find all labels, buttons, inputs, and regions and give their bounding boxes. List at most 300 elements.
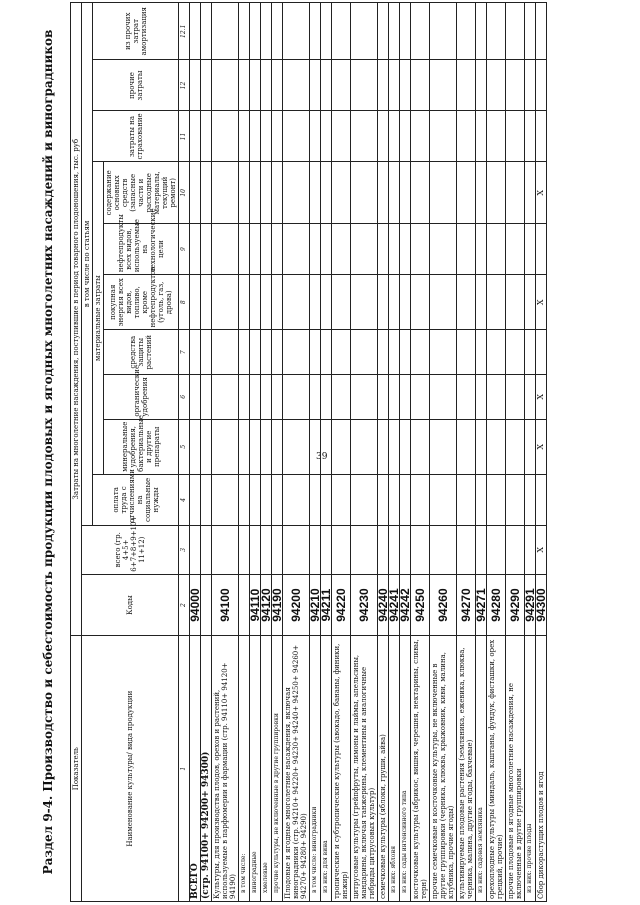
value-cell bbox=[190, 3, 201, 61]
value-cell bbox=[190, 162, 201, 224]
table-row bbox=[250, 3, 261, 902]
table-row bbox=[430, 3, 457, 902]
value-cell bbox=[201, 330, 212, 375]
value-cell bbox=[261, 111, 272, 162]
value-cell bbox=[321, 330, 332, 375]
value-cell bbox=[536, 111, 547, 162]
value-cell bbox=[525, 3, 536, 61]
row-code: 94280 bbox=[487, 574, 506, 636]
row-code: 94270 bbox=[457, 574, 476, 636]
x-mark-cell: Х bbox=[536, 375, 547, 420]
value-cell bbox=[351, 375, 378, 420]
value-cell bbox=[400, 275, 411, 330]
fert-org-header: органические удобрения bbox=[104, 375, 179, 420]
costs-table bbox=[70, 2, 547, 902]
value-cell bbox=[487, 224, 506, 275]
value-cell bbox=[272, 474, 283, 525]
table-row bbox=[310, 3, 321, 902]
table-row bbox=[400, 3, 411, 902]
value-cell bbox=[430, 474, 457, 525]
value-cell bbox=[190, 419, 201, 474]
value-cell bbox=[476, 3, 487, 61]
table-body bbox=[190, 3, 547, 902]
value-cell bbox=[351, 275, 378, 330]
table-row bbox=[506, 3, 525, 902]
value-cell bbox=[310, 419, 321, 474]
table-row bbox=[283, 3, 310, 902]
value-cell bbox=[272, 330, 283, 375]
table-row bbox=[261, 3, 272, 902]
value-cell bbox=[487, 525, 506, 574]
value-cell bbox=[378, 525, 389, 574]
column-number: 5 bbox=[179, 419, 190, 474]
value-cell bbox=[506, 330, 525, 375]
value-cell bbox=[212, 275, 239, 330]
row-name: орехоплодные культуры (миндаль, каштаны, фундук, фисташки, орех грецкий, прочие) bbox=[487, 636, 506, 902]
value-cell bbox=[261, 162, 272, 224]
value-cell bbox=[487, 330, 506, 375]
rotated-page-content bbox=[40, 2, 600, 902]
value-cell bbox=[476, 162, 487, 224]
value-cell bbox=[201, 224, 212, 275]
value-cell bbox=[506, 474, 525, 525]
value-cell bbox=[212, 330, 239, 375]
value-cell bbox=[332, 111, 351, 162]
row-code: 94242 bbox=[400, 574, 411, 636]
row-name: Культуры, для производства плодов, орехов и растений, используемые в парфюмерии и фармации (стр. 94110+ 94120+ 94190) bbox=[212, 636, 239, 902]
value-cell bbox=[351, 525, 378, 574]
value-cell bbox=[332, 3, 351, 61]
value-cell bbox=[400, 3, 411, 61]
value-cell bbox=[506, 3, 525, 61]
column-number: 11 bbox=[179, 111, 190, 162]
row-name: культивируемые плодовые растения (земляника, ежевика, клюква, черника, малина, другие ягоды, бахчевые) bbox=[457, 636, 476, 902]
value-cell bbox=[389, 474, 400, 525]
value-cell bbox=[476, 419, 487, 474]
value-cell bbox=[250, 419, 261, 474]
row-name: из них: для вина bbox=[321, 636, 332, 902]
table-row bbox=[378, 3, 389, 902]
value-cell bbox=[378, 474, 389, 525]
value-cell bbox=[310, 474, 321, 525]
value-cell bbox=[400, 375, 411, 420]
value-cell bbox=[190, 111, 201, 162]
row-code: 94120 bbox=[261, 574, 272, 636]
value-cell bbox=[261, 474, 272, 525]
value-cell bbox=[487, 60, 506, 111]
value-cell bbox=[400, 419, 411, 474]
column-number: 6 bbox=[179, 375, 190, 420]
value-cell bbox=[321, 111, 332, 162]
table-row bbox=[487, 3, 506, 902]
row-code: 94291 bbox=[525, 574, 536, 636]
value-cell bbox=[190, 275, 201, 330]
value-cell bbox=[283, 419, 310, 474]
value-cell bbox=[525, 111, 536, 162]
value-cell bbox=[310, 162, 321, 224]
value-cell bbox=[457, 375, 476, 420]
value-cell bbox=[239, 419, 250, 474]
column-numbers-row bbox=[179, 3, 190, 902]
value-cell bbox=[476, 275, 487, 330]
table-row bbox=[212, 3, 239, 902]
row-name: прочие культуры, не включенные в другие группировки bbox=[272, 636, 283, 902]
value-cell bbox=[351, 474, 378, 525]
row-name: прочие семечковые и косточковые культуры, не включенные в другие группировки (черника, клюква, крыжовник, киви, малина, клубника, прочие ягоды) bbox=[430, 636, 457, 902]
value-cell bbox=[239, 525, 250, 574]
column-number: 7 bbox=[179, 330, 190, 375]
value-cell bbox=[457, 419, 476, 474]
value-cell bbox=[400, 330, 411, 375]
value-cell bbox=[201, 111, 212, 162]
value-cell bbox=[321, 162, 332, 224]
value-cell bbox=[506, 60, 525, 111]
total-header: всего (гр. 4+5+ 6+7+8+9+10+ 11+12) bbox=[82, 525, 179, 574]
value-cell bbox=[310, 275, 321, 330]
value-cell bbox=[250, 474, 261, 525]
value-cell bbox=[430, 3, 457, 61]
row-code: 94250 bbox=[411, 574, 430, 636]
value-cell bbox=[487, 375, 506, 420]
value-cell bbox=[389, 111, 400, 162]
value-cell bbox=[239, 275, 250, 330]
table-row bbox=[525, 3, 536, 902]
oil-header: нефтепродукты всех видов, используемые на технологические цели bbox=[104, 224, 179, 275]
value-cell bbox=[272, 375, 283, 420]
value-cell bbox=[321, 375, 332, 420]
table-row bbox=[457, 3, 476, 902]
row-code: 94241 bbox=[389, 574, 400, 636]
value-cell bbox=[212, 60, 239, 111]
value-cell bbox=[250, 330, 261, 375]
value-cell bbox=[476, 474, 487, 525]
table-row bbox=[190, 3, 201, 902]
value-cell bbox=[411, 275, 430, 330]
value-cell bbox=[536, 474, 547, 525]
value-cell bbox=[310, 525, 321, 574]
row-name: Плодовые и ягодные многолетние насаждения, включая виноградники (стр. 94210+ 94220+ 94230+ 94240+ 94250+ 94260+ 94270+ 94280+ 94290) bbox=[283, 636, 310, 902]
value-cell bbox=[272, 60, 283, 111]
value-cell bbox=[250, 3, 261, 61]
value-cell bbox=[411, 111, 430, 162]
row-name: из них: сады интенсивного типа bbox=[400, 636, 411, 902]
value-cell bbox=[190, 60, 201, 111]
value-cell bbox=[487, 474, 506, 525]
value-cell bbox=[250, 375, 261, 420]
row-code: 94000 bbox=[190, 574, 201, 636]
value-cell bbox=[239, 3, 250, 61]
fert-min-header: минеральные удобрения, бактериальные и другие препараты bbox=[104, 419, 179, 474]
value-cell bbox=[212, 224, 239, 275]
value-cell bbox=[321, 3, 332, 61]
value-cell bbox=[411, 419, 430, 474]
value-cell bbox=[212, 375, 239, 420]
value-cell bbox=[272, 525, 283, 574]
value-cell bbox=[190, 224, 201, 275]
value-cell bbox=[430, 224, 457, 275]
value-cell bbox=[250, 111, 261, 162]
value-cell bbox=[525, 375, 536, 420]
value-cell bbox=[190, 330, 201, 375]
page-number: 39 bbox=[316, 452, 328, 462]
value-cell bbox=[411, 525, 430, 574]
value-cell bbox=[283, 162, 310, 224]
value-cell bbox=[283, 375, 310, 420]
value-cell bbox=[283, 3, 310, 61]
value-cell bbox=[351, 419, 378, 474]
row-name: из них: прочие плоды bbox=[525, 636, 536, 902]
value-cell bbox=[272, 275, 283, 330]
value-cell bbox=[506, 275, 525, 330]
row-code bbox=[201, 574, 212, 636]
value-cell bbox=[201, 3, 212, 61]
value-cell bbox=[457, 525, 476, 574]
value-cell bbox=[400, 525, 411, 574]
value-cell bbox=[378, 375, 389, 420]
value-cell bbox=[283, 474, 310, 525]
row-code: 94110 bbox=[250, 574, 261, 636]
table-row bbox=[389, 3, 400, 902]
value-cell bbox=[378, 330, 389, 375]
fuel-header: покупная энергия всех видов, топливо, кроме нефтепродуктов (уголь, газ, дрова) bbox=[104, 275, 179, 330]
value-cell bbox=[310, 3, 321, 61]
value-cell bbox=[506, 419, 525, 474]
value-cell bbox=[310, 375, 321, 420]
table-row bbox=[411, 3, 430, 902]
table-row bbox=[351, 3, 378, 902]
value-cell bbox=[239, 224, 250, 275]
value-cell bbox=[321, 224, 332, 275]
row-name: хмелевые bbox=[261, 636, 272, 902]
row-name: (стр. 94100+ 94200+ 94300) bbox=[201, 636, 212, 902]
value-cell bbox=[212, 525, 239, 574]
code-header: Коды bbox=[82, 574, 179, 636]
value-cell bbox=[525, 60, 536, 111]
value-cell bbox=[430, 375, 457, 420]
value-cell bbox=[536, 224, 547, 275]
value-cell bbox=[411, 375, 430, 420]
value-cell bbox=[389, 3, 400, 61]
value-cell bbox=[332, 275, 351, 330]
value-cell bbox=[321, 525, 332, 574]
table-row bbox=[332, 3, 351, 902]
value-cell bbox=[310, 111, 321, 162]
value-cell bbox=[389, 60, 400, 111]
costs-group-header: Затраты на многолетние насаждения, поступившие в период товарного плодоношения, тыс. руб bbox=[71, 3, 82, 636]
value-cell bbox=[351, 330, 378, 375]
value-cell bbox=[272, 3, 283, 61]
value-cell bbox=[536, 330, 547, 375]
value-cell bbox=[378, 3, 389, 61]
value-cell bbox=[476, 60, 487, 111]
row-code: 94300 bbox=[536, 574, 547, 636]
plant-prot-header: средства защиты растений bbox=[104, 330, 179, 375]
value-cell bbox=[389, 275, 400, 330]
value-cell bbox=[506, 224, 525, 275]
value-cell bbox=[476, 525, 487, 574]
row-code: 94220 bbox=[332, 574, 351, 636]
value-cell bbox=[525, 224, 536, 275]
value-cell bbox=[506, 162, 525, 224]
value-cell bbox=[212, 474, 239, 525]
table-row bbox=[536, 3, 547, 902]
value-cell bbox=[201, 162, 212, 224]
value-cell bbox=[430, 525, 457, 574]
value-cell bbox=[457, 224, 476, 275]
value-cell bbox=[261, 224, 272, 275]
value-cell bbox=[250, 275, 261, 330]
value-cell bbox=[201, 525, 212, 574]
value-cell bbox=[525, 474, 536, 525]
value-cell bbox=[400, 60, 411, 111]
value-cell bbox=[476, 111, 487, 162]
row-name: тропические и субтропические культуры (авокадо, бананы, финики, инжир) bbox=[332, 636, 351, 902]
value-cell bbox=[525, 525, 536, 574]
other-header: прочие затраты bbox=[93, 60, 179, 111]
value-cell bbox=[476, 330, 487, 375]
value-cell bbox=[506, 375, 525, 420]
row-name: из них: яблоня bbox=[389, 636, 400, 902]
value-cell bbox=[272, 162, 283, 224]
value-cell bbox=[351, 60, 378, 111]
value-cell bbox=[310, 60, 321, 111]
value-cell bbox=[411, 162, 430, 224]
value-cell bbox=[250, 224, 261, 275]
value-cell bbox=[332, 375, 351, 420]
value-cell bbox=[250, 525, 261, 574]
value-cell bbox=[525, 162, 536, 224]
value-cell bbox=[261, 375, 272, 420]
value-cell bbox=[272, 419, 283, 474]
value-cell bbox=[430, 330, 457, 375]
row-name: в том числе: bbox=[239, 636, 250, 902]
value-cell bbox=[332, 474, 351, 525]
value-cell bbox=[457, 60, 476, 111]
value-cell bbox=[321, 60, 332, 111]
value-cell bbox=[457, 330, 476, 375]
other-incl-header: из прочих затрат амортизация bbox=[93, 3, 179, 61]
materials-header: материальные затраты bbox=[93, 162, 104, 474]
value-cell bbox=[201, 375, 212, 420]
value-cell bbox=[261, 525, 272, 574]
value-cell bbox=[389, 525, 400, 574]
row-code: 94210 bbox=[310, 574, 321, 636]
row-code: 94211 bbox=[321, 574, 332, 636]
value-cell bbox=[476, 224, 487, 275]
column-number: 1 bbox=[179, 636, 190, 902]
value-cell bbox=[212, 111, 239, 162]
value-cell bbox=[430, 60, 457, 111]
table-row bbox=[201, 3, 212, 902]
column-number: 3 bbox=[179, 525, 190, 574]
value-cell bbox=[351, 224, 378, 275]
value-cell bbox=[457, 474, 476, 525]
row-code: 94100 bbox=[212, 574, 239, 636]
column-number: 4 bbox=[179, 474, 190, 525]
value-cell bbox=[400, 474, 411, 525]
row-code: 94230 bbox=[351, 574, 378, 636]
row-name: Сбор дикорастущих плодов и ягод bbox=[536, 636, 547, 902]
value-cell bbox=[400, 111, 411, 162]
value-cell bbox=[378, 419, 389, 474]
value-cell bbox=[487, 3, 506, 61]
row-code: 94240 bbox=[378, 574, 389, 636]
value-cell bbox=[430, 111, 457, 162]
value-cell bbox=[525, 330, 536, 375]
value-cell bbox=[212, 3, 239, 61]
name-header: Наименование культуры/ вида продукции bbox=[82, 636, 179, 902]
value-cell bbox=[506, 525, 525, 574]
value-cell bbox=[411, 3, 430, 61]
labor-header: оплата труда с отчислениями на социальные нужды bbox=[93, 474, 179, 525]
value-cell bbox=[321, 275, 332, 330]
value-cell bbox=[321, 419, 332, 474]
value-cell bbox=[310, 224, 321, 275]
value-cell bbox=[378, 275, 389, 330]
row-name: ВСЕГО bbox=[190, 636, 201, 902]
table-row bbox=[272, 3, 283, 902]
x-mark-cell: Х bbox=[536, 419, 547, 474]
column-number: 8 bbox=[179, 275, 190, 330]
value-cell bbox=[389, 224, 400, 275]
row-name: прочие плодовые и ягодные многолетние насаждения, не включенные в другие группировки bbox=[506, 636, 525, 902]
value-cell bbox=[525, 275, 536, 330]
value-cell bbox=[272, 111, 283, 162]
row-name: семечковые культуры (яблоки, груши, айва) bbox=[378, 636, 389, 902]
value-cell bbox=[283, 224, 310, 275]
value-cell bbox=[201, 60, 212, 111]
column-number: 12.1 bbox=[179, 3, 190, 61]
value-cell bbox=[239, 330, 250, 375]
value-cell bbox=[283, 330, 310, 375]
row-code: 94260 bbox=[430, 574, 457, 636]
value-cell bbox=[201, 474, 212, 525]
value-cell bbox=[389, 330, 400, 375]
value-cell bbox=[400, 162, 411, 224]
value-cell bbox=[212, 419, 239, 474]
section-title: Раздел 9-4. Производство и себестоимость продукции плодовых и ягодных многолетних насаждений и виноградников bbox=[41, 29, 55, 875]
value-cell bbox=[487, 111, 506, 162]
value-cell bbox=[400, 224, 411, 275]
value-cell bbox=[261, 419, 272, 474]
value-cell bbox=[250, 60, 261, 111]
value-cell bbox=[378, 162, 389, 224]
value-cell bbox=[321, 474, 332, 525]
column-number: 12 bbox=[179, 60, 190, 111]
value-cell bbox=[239, 162, 250, 224]
row-name: косточковые культуры (абрикос, вишня, черешня, нектарины, сливы, терн) bbox=[411, 636, 430, 902]
value-cell bbox=[389, 375, 400, 420]
value-cell bbox=[239, 60, 250, 111]
value-cell bbox=[476, 375, 487, 420]
value-cell bbox=[389, 162, 400, 224]
value-cell bbox=[411, 60, 430, 111]
value-cell bbox=[536, 3, 547, 61]
value-cell bbox=[332, 525, 351, 574]
value-cell bbox=[351, 3, 378, 61]
value-cell bbox=[212, 162, 239, 224]
x-mark-cell: Х bbox=[536, 525, 547, 574]
value-cell bbox=[411, 330, 430, 375]
value-cell bbox=[430, 419, 457, 474]
value-cell bbox=[201, 275, 212, 330]
row-code: 94190 bbox=[272, 574, 283, 636]
indicator-header: Показатель bbox=[71, 636, 82, 902]
value-cell bbox=[487, 419, 506, 474]
incl-header: в том числе по статьям bbox=[82, 3, 93, 526]
value-cell bbox=[487, 275, 506, 330]
table-row bbox=[476, 3, 487, 902]
